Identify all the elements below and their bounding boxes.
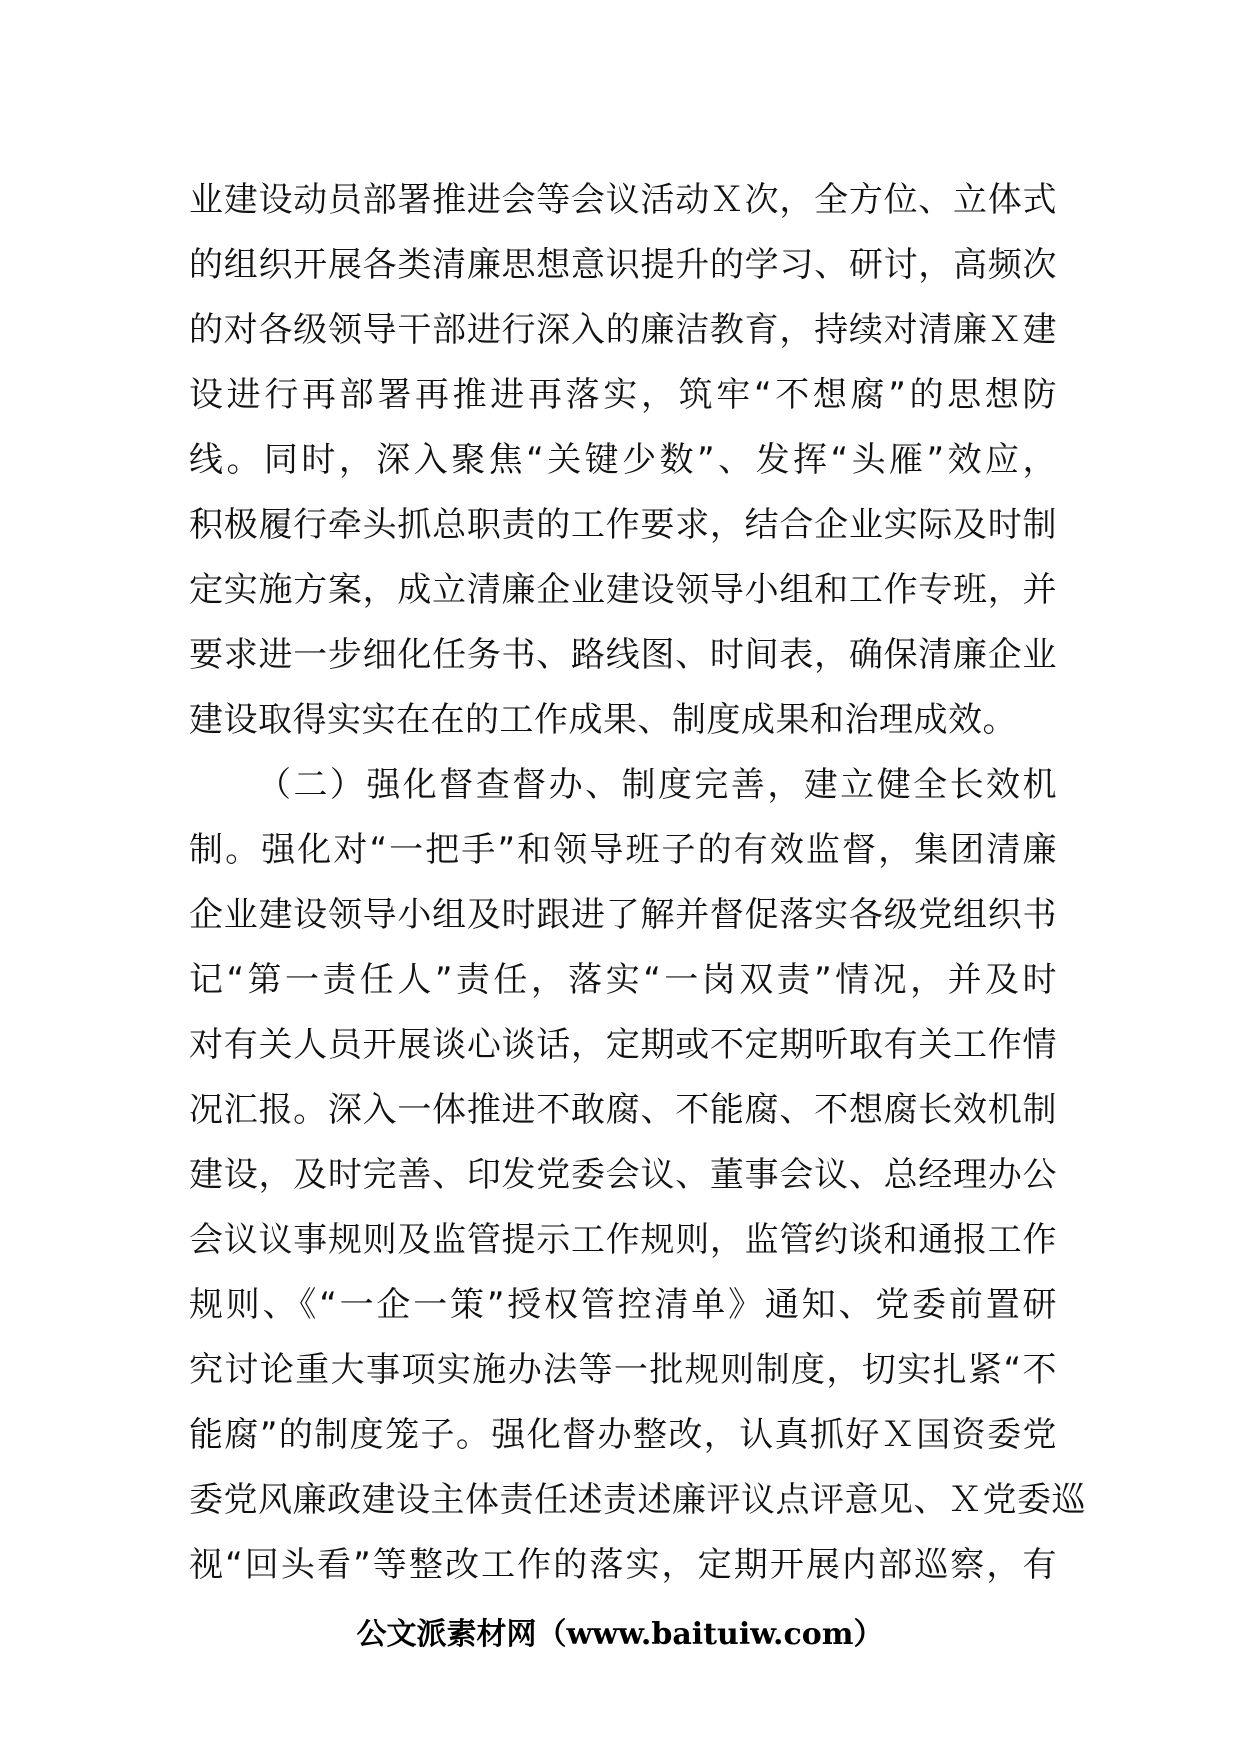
paragraph-1 [189, 168, 1057, 753]
text-line: 视“回头看”等整改工作的落实，定期开展内部巡察，有 [189, 1545, 1057, 1585]
text-line: 业建设动员部署推进会等会议活动Ｘ次，全方位、立体式 [189, 180, 1057, 220]
text-line: 设进行再部署再推进再落实，筑牢“不想腐”的思想防 [189, 375, 1057, 415]
text-line: 建设，及时完善、印发党委会议、董事会议、总经理办公 [189, 1155, 1057, 1195]
paragraph-2 [189, 753, 1086, 1598]
text-line: 企业建设领导小组及时跟进了解并督促落实各级党组织书 [189, 895, 1057, 935]
text-line: 要求进一步细化任务书、路线图、时间表，确保清廉企业 [189, 635, 1057, 675]
text-line: 制。强化对“一把手”和领导班子的有效监督，集团清廉 [189, 830, 1057, 870]
text-line: 线。同时，深入聚焦“关键少数”、发挥“头雁”效应， [189, 440, 1057, 480]
text-line: 建设取得实实在在的工作成果、制度成果和治理成效。 [189, 700, 1017, 740]
text-line: 积极履行牵头抓总职责的工作要求，结合企业实际及时制 [189, 505, 1057, 545]
text-line: 究讨论重大事项实施办法等一批规则制度，切实扎紧“不 [189, 1350, 1057, 1390]
body-text [189, 168, 1086, 1598]
text-line: 况汇报。深入一体推进不敢腐、不能腐、不想腐长效机制 [189, 1090, 1057, 1130]
text-line: 定实施方案，成立清廉企业建设领导小组和工作专班，并 [189, 570, 1057, 610]
text-line: 记“第一责任人”责任，落实“一岗双责”情况，并及时 [189, 960, 1057, 1000]
text-line: 委党风廉政建设主体责任述责述廉评议点评意见、Ｘ党委巡 [189, 1480, 1086, 1520]
text-line: 规则、《“一企一策”授权管控清单》通知、党委前置研 [189, 1285, 1057, 1325]
footer-watermark: 公文派素材网（www.baituiw.com） [356, 1617, 884, 1652]
text-line: 对有关人员开展谈心谈话，定期或不定期听取有关工作情 [189, 1025, 1057, 1065]
text-line: 会议议事规则及监管提示工作规则，监管约谈和通报工作 [189, 1220, 1057, 1260]
section-heading-line: （二）强化督查督办、制度完善，建立健全长效机 [257, 765, 1057, 805]
text-line: 的对各级领导干部进行深入的廉洁教育，持续对清廉Ｘ建 [189, 310, 1057, 350]
text-line: 能腐”的制度笼子。强化督办整改，认真抓好Ｘ国资委党 [189, 1415, 1057, 1455]
text-line: 的组织开展各类清廉思想意识提升的学习、研讨，高频次 [189, 245, 1057, 285]
